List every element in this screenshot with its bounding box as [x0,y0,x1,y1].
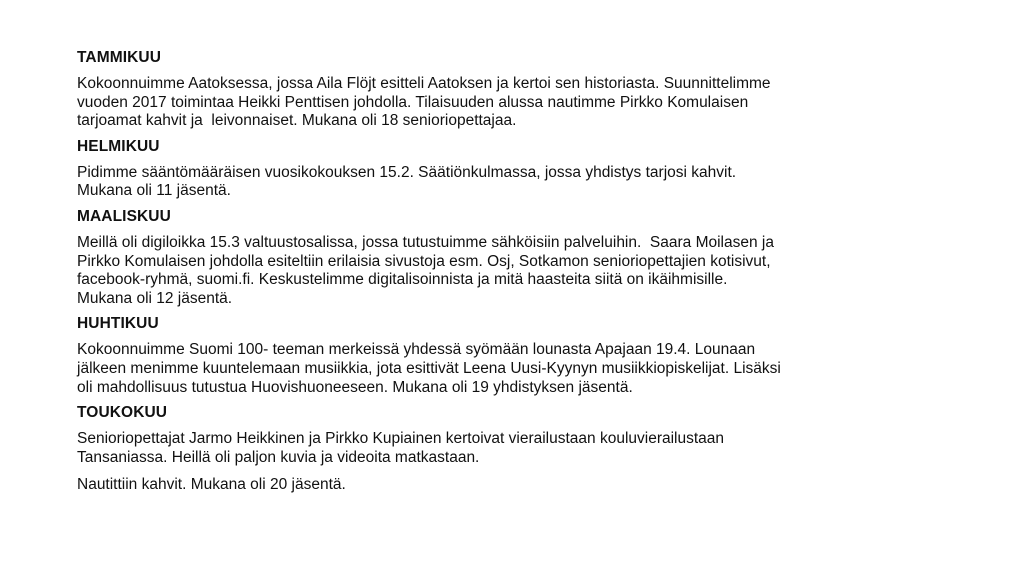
section-paragraph: Kokoonnuimme Aatoksessa, jossa Aila Flöjt esitteli Aatoksen ja kertoi sen historiasta. Suunnittelimme vuoden 2017 toimintaa Heikki Penttisen johdolla. Tilaisuuden alussa nautimme Pirkko Komulaisen tarjoamat kahvit ja leivonnaiset. Mukana oli 18 senioriopettajaa. [77,75,771,130]
section-paragraph: Meillä oli digiloikka 15.3 valtuustosalissa, jossa tutustuimme sähköisiin palveluihin. Saara Moilasen ja Pirkko Komulaisen johdolla esiteltiin erilaisia sivustoja esm. Osj, Sotkamon senioriopettajien kotisivut, facebook-ryhmä, suomi.fi. Keskustelimme digitalisoinnista ja mitä haasteita siitä on ikäihmisille. Mukana oli 12 jäsentä. [77,233,774,307]
section-heading: HELMIKUU [77,137,160,155]
section-paragraph: Senioriopettajat Jarmo Heikkinen ja Pirkko Kupiainen kertoivat vierailustaan kouluvierailustaan Tansaniassa. Heillä oli paljon kuvia ja videoita matkastaan. [77,430,725,466]
section-paragraph: Pidimme sääntömääräisen vuosikokouksen 15.2. Säätiönkulmassa, jossa yhdistys tarjosi kahvit. Mukana oli 11 jäsentä. [77,163,737,200]
section-huhtikuu [77,314,977,397]
section-helmikuu [77,137,977,201]
section-maaliskuu [77,207,977,308]
section-heading: TOUKOKUU [77,404,168,422]
section-heading: TAMMIKUU [77,49,162,66]
section-heading: MAALISKUU [77,207,171,225]
document-page [77,48,977,495]
section-heading: HUHTIKUU [77,315,159,333]
section-paragraph: Nautittiin kahvit. Mukana oli 20 jäsentä. [77,476,346,494]
section-tammikuu [77,48,977,131]
section-toukokuu [77,403,977,495]
section-paragraph: Kokoonnuimme Suomi 100- teeman merkeissä yhdessä syömään lounasta Apajaan 19.4. Lounaan jälkeen menimme kuuntelemaan musiikkia, jota esittivät Leena Uusi-Kyynyn musiikkiopiskelijat. Lisäksi oli mahdollisuus tutustua Huovishuoneeseen. Mukana oli 19 yhdistyksen jäsentä. [77,341,781,396]
